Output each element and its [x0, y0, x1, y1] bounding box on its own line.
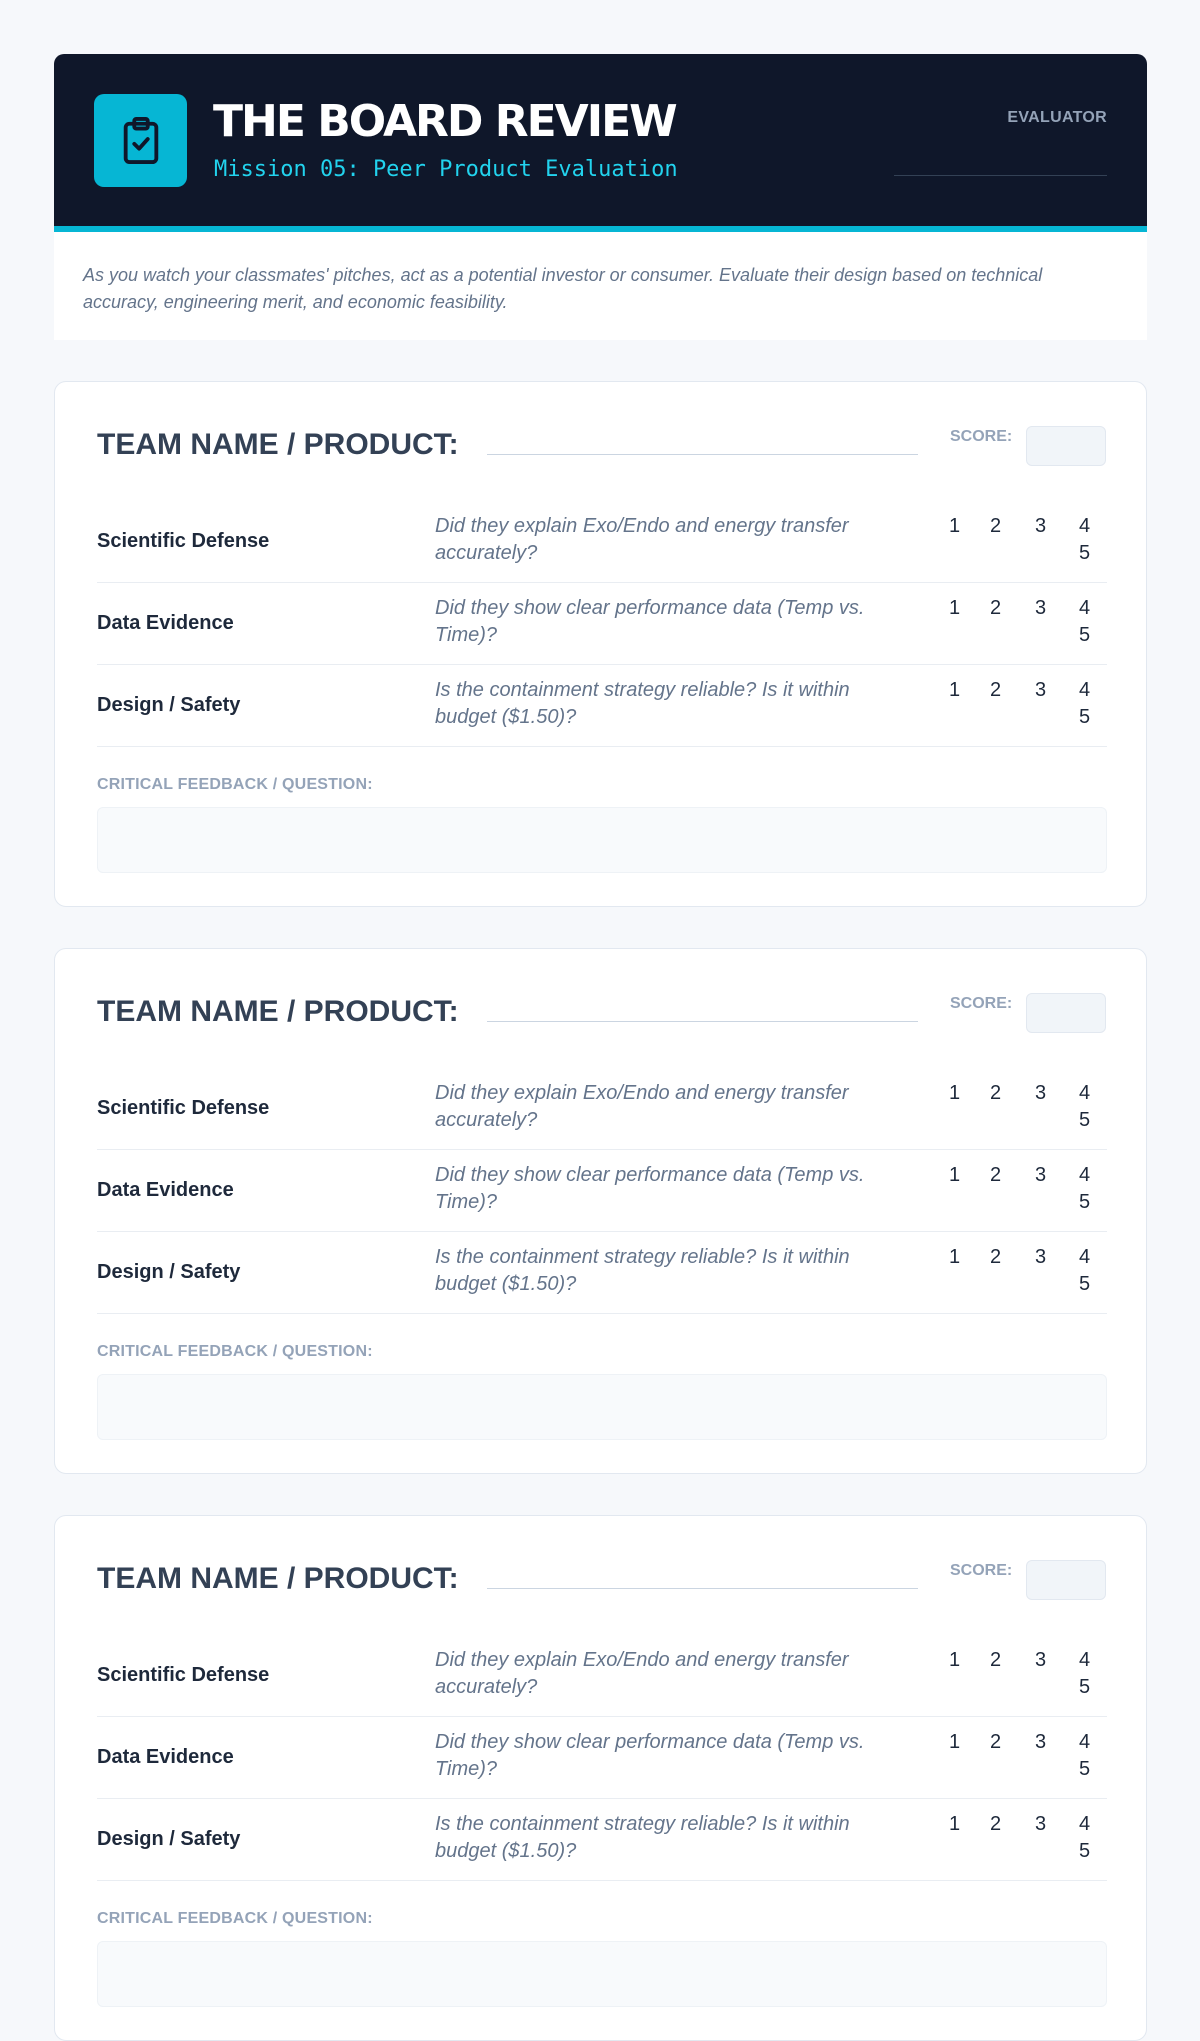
score-label: SCORE: — [950, 1562, 1013, 1579]
page-subtitle: Mission 05: Peer Product Evaluation — [214, 157, 678, 182]
criterion-name: Scientific Defense — [97, 1096, 270, 1119]
rating-option-2[interactable]: 2 — [990, 1731, 1002, 1753]
rating-option-5[interactable]: 5 — [1079, 1273, 1091, 1295]
page-title: THE BOARD REVIEW — [213, 96, 676, 147]
score-input[interactable] — [1026, 993, 1106, 1033]
rating-option-1[interactable]: 1 — [949, 679, 961, 701]
criterion-question: Did they show clear performance data (Temp vs. Time)? — [435, 1731, 865, 1780]
feedback-label: CRITICAL FEEDBACK / QUESTION: — [97, 1910, 373, 1927]
rating-option-4[interactable]: 4 — [1079, 1649, 1091, 1671]
rating-option-4[interactable]: 4 — [1079, 1082, 1091, 1104]
criterion-name: Data Evidence — [97, 1745, 234, 1768]
rating-option-5[interactable]: 5 — [1079, 1109, 1091, 1131]
criterion-name: Design / Safety — [97, 1260, 241, 1283]
criterion-question: Did they explain Exo/Endo and energy transfer accurately? — [435, 1082, 849, 1131]
evaluation-card — [54, 1515, 1147, 2041]
criterion-row — [97, 1717, 1107, 1799]
feedback-label: CRITICAL FEEDBACK / QUESTION: — [97, 1343, 373, 1360]
rating-option-5[interactable]: 5 — [1079, 1191, 1091, 1213]
evaluator-label: EVALUATOR — [1007, 109, 1107, 126]
criterion-name: Data Evidence — [97, 1178, 234, 1201]
rating-option-4[interactable]: 4 — [1079, 597, 1091, 619]
rating-option-2[interactable]: 2 — [990, 1246, 1002, 1268]
rating-option-1[interactable]: 1 — [949, 1164, 961, 1186]
criterion-question: Is the containment strategy reliable? Is it within budget ($1.50)? — [435, 679, 850, 728]
score-label: SCORE: — [950, 995, 1013, 1012]
criterion-row — [97, 1150, 1107, 1232]
criterion-question: Did they explain Exo/Endo and energy transfer accurately? — [435, 1649, 849, 1698]
rating-option-3[interactable]: 3 — [1035, 1164, 1047, 1186]
logo-badge — [94, 94, 187, 187]
criterion-row — [97, 1799, 1107, 1881]
criterion-row — [97, 583, 1107, 665]
rating-option-4[interactable]: 4 — [1079, 1731, 1091, 1753]
criterion-question: Is the containment strategy reliable? Is it within budget ($1.50)? — [435, 1813, 850, 1862]
rating-option-4[interactable]: 4 — [1079, 515, 1091, 537]
rating-option-5[interactable]: 5 — [1079, 1676, 1091, 1698]
rating-option-1[interactable]: 1 — [949, 1731, 961, 1753]
criterion-question: Did they explain Exo/Endo and energy transfer accurately? — [435, 515, 849, 564]
rating-option-1[interactable]: 1 — [949, 597, 961, 619]
criterion-row — [97, 1068, 1107, 1150]
criterion-name: Data Evidence — [97, 611, 234, 634]
team-name-label: TEAM NAME / PRODUCT: — [97, 995, 459, 1028]
feedback-textarea[interactable] — [97, 1374, 1107, 1440]
page-header — [54, 54, 1147, 232]
rating-option-3[interactable]: 3 — [1035, 1813, 1047, 1835]
rating-option-3[interactable]: 3 — [1035, 515, 1047, 537]
rating-option-2[interactable]: 2 — [990, 679, 1002, 701]
rating-option-3[interactable]: 3 — [1035, 1246, 1047, 1268]
rating-option-1[interactable]: 1 — [949, 515, 961, 537]
score-label: SCORE: — [950, 428, 1013, 445]
rating-option-5[interactable]: 5 — [1079, 1758, 1091, 1780]
evaluator-name-field[interactable] — [894, 175, 1107, 176]
team-name-label: TEAM NAME / PRODUCT: — [97, 1562, 459, 1595]
team-name-label: TEAM NAME / PRODUCT: — [97, 428, 459, 461]
rating-option-3[interactable]: 3 — [1035, 1082, 1047, 1104]
rating-option-2[interactable]: 2 — [990, 1164, 1002, 1186]
rating-option-4[interactable]: 4 — [1079, 1813, 1091, 1835]
criterion-question: Did they show clear performance data (Temp vs. Time)? — [435, 597, 865, 646]
rating-option-5[interactable]: 5 — [1079, 1840, 1091, 1862]
criterion-name: Design / Safety — [97, 1827, 241, 1850]
score-input[interactable] — [1026, 426, 1106, 466]
instructions-text: As you watch your classmates' pitches, act as a potential investor or consumer. Evaluate their design based on technical accuracy, engineering merit, and economic feasibility. — [54, 232, 1147, 340]
rating-option-2[interactable]: 2 — [990, 1813, 1002, 1835]
rating-option-1[interactable]: 1 — [949, 1649, 961, 1671]
rating-option-1[interactable]: 1 — [949, 1246, 961, 1268]
rating-option-4[interactable]: 4 — [1079, 679, 1091, 701]
rating-option-2[interactable]: 2 — [990, 597, 1002, 619]
team-name-field[interactable] — [487, 1588, 918, 1589]
team-name-field[interactable] — [487, 454, 918, 455]
rating-option-3[interactable]: 3 — [1035, 679, 1047, 701]
criterion-row — [97, 665, 1107, 747]
criterion-name: Scientific Defense — [97, 1663, 270, 1686]
rating-option-4[interactable]: 4 — [1079, 1164, 1091, 1186]
criterion-name: Design / Safety — [97, 693, 241, 716]
rating-option-3[interactable]: 3 — [1035, 597, 1047, 619]
rating-option-2[interactable]: 2 — [990, 1649, 1002, 1671]
rating-option-5[interactable]: 5 — [1079, 706, 1091, 728]
score-input[interactable] — [1026, 1560, 1106, 1600]
feedback-label: CRITICAL FEEDBACK / QUESTION: — [97, 776, 373, 793]
rating-option-2[interactable]: 2 — [990, 1082, 1002, 1104]
evaluation-card — [54, 381, 1147, 907]
rating-option-3[interactable]: 3 — [1035, 1731, 1047, 1753]
feedback-textarea[interactable] — [97, 1941, 1107, 2007]
criterion-question: Is the containment strategy reliable? Is it within budget ($1.50)? — [435, 1246, 850, 1295]
rating-option-5[interactable]: 5 — [1079, 624, 1091, 646]
feedback-textarea[interactable] — [97, 807, 1107, 873]
rating-option-5[interactable]: 5 — [1079, 542, 1091, 564]
criterion-name: Scientific Defense — [97, 529, 270, 552]
rating-option-1[interactable]: 1 — [949, 1813, 961, 1835]
rating-option-4[interactable]: 4 — [1079, 1246, 1091, 1268]
criterion-row — [97, 1635, 1107, 1717]
criterion-row — [97, 501, 1107, 583]
rating-option-1[interactable]: 1 — [949, 1082, 961, 1104]
team-name-field[interactable] — [487, 1021, 918, 1022]
evaluation-card — [54, 948, 1147, 1474]
criterion-row — [97, 1232, 1107, 1314]
clipboard-check-icon — [118, 116, 164, 166]
criterion-question: Did they show clear performance data (Temp vs. Time)? — [435, 1164, 865, 1213]
rating-option-2[interactable]: 2 — [990, 515, 1002, 537]
rating-option-3[interactable]: 3 — [1035, 1649, 1047, 1671]
